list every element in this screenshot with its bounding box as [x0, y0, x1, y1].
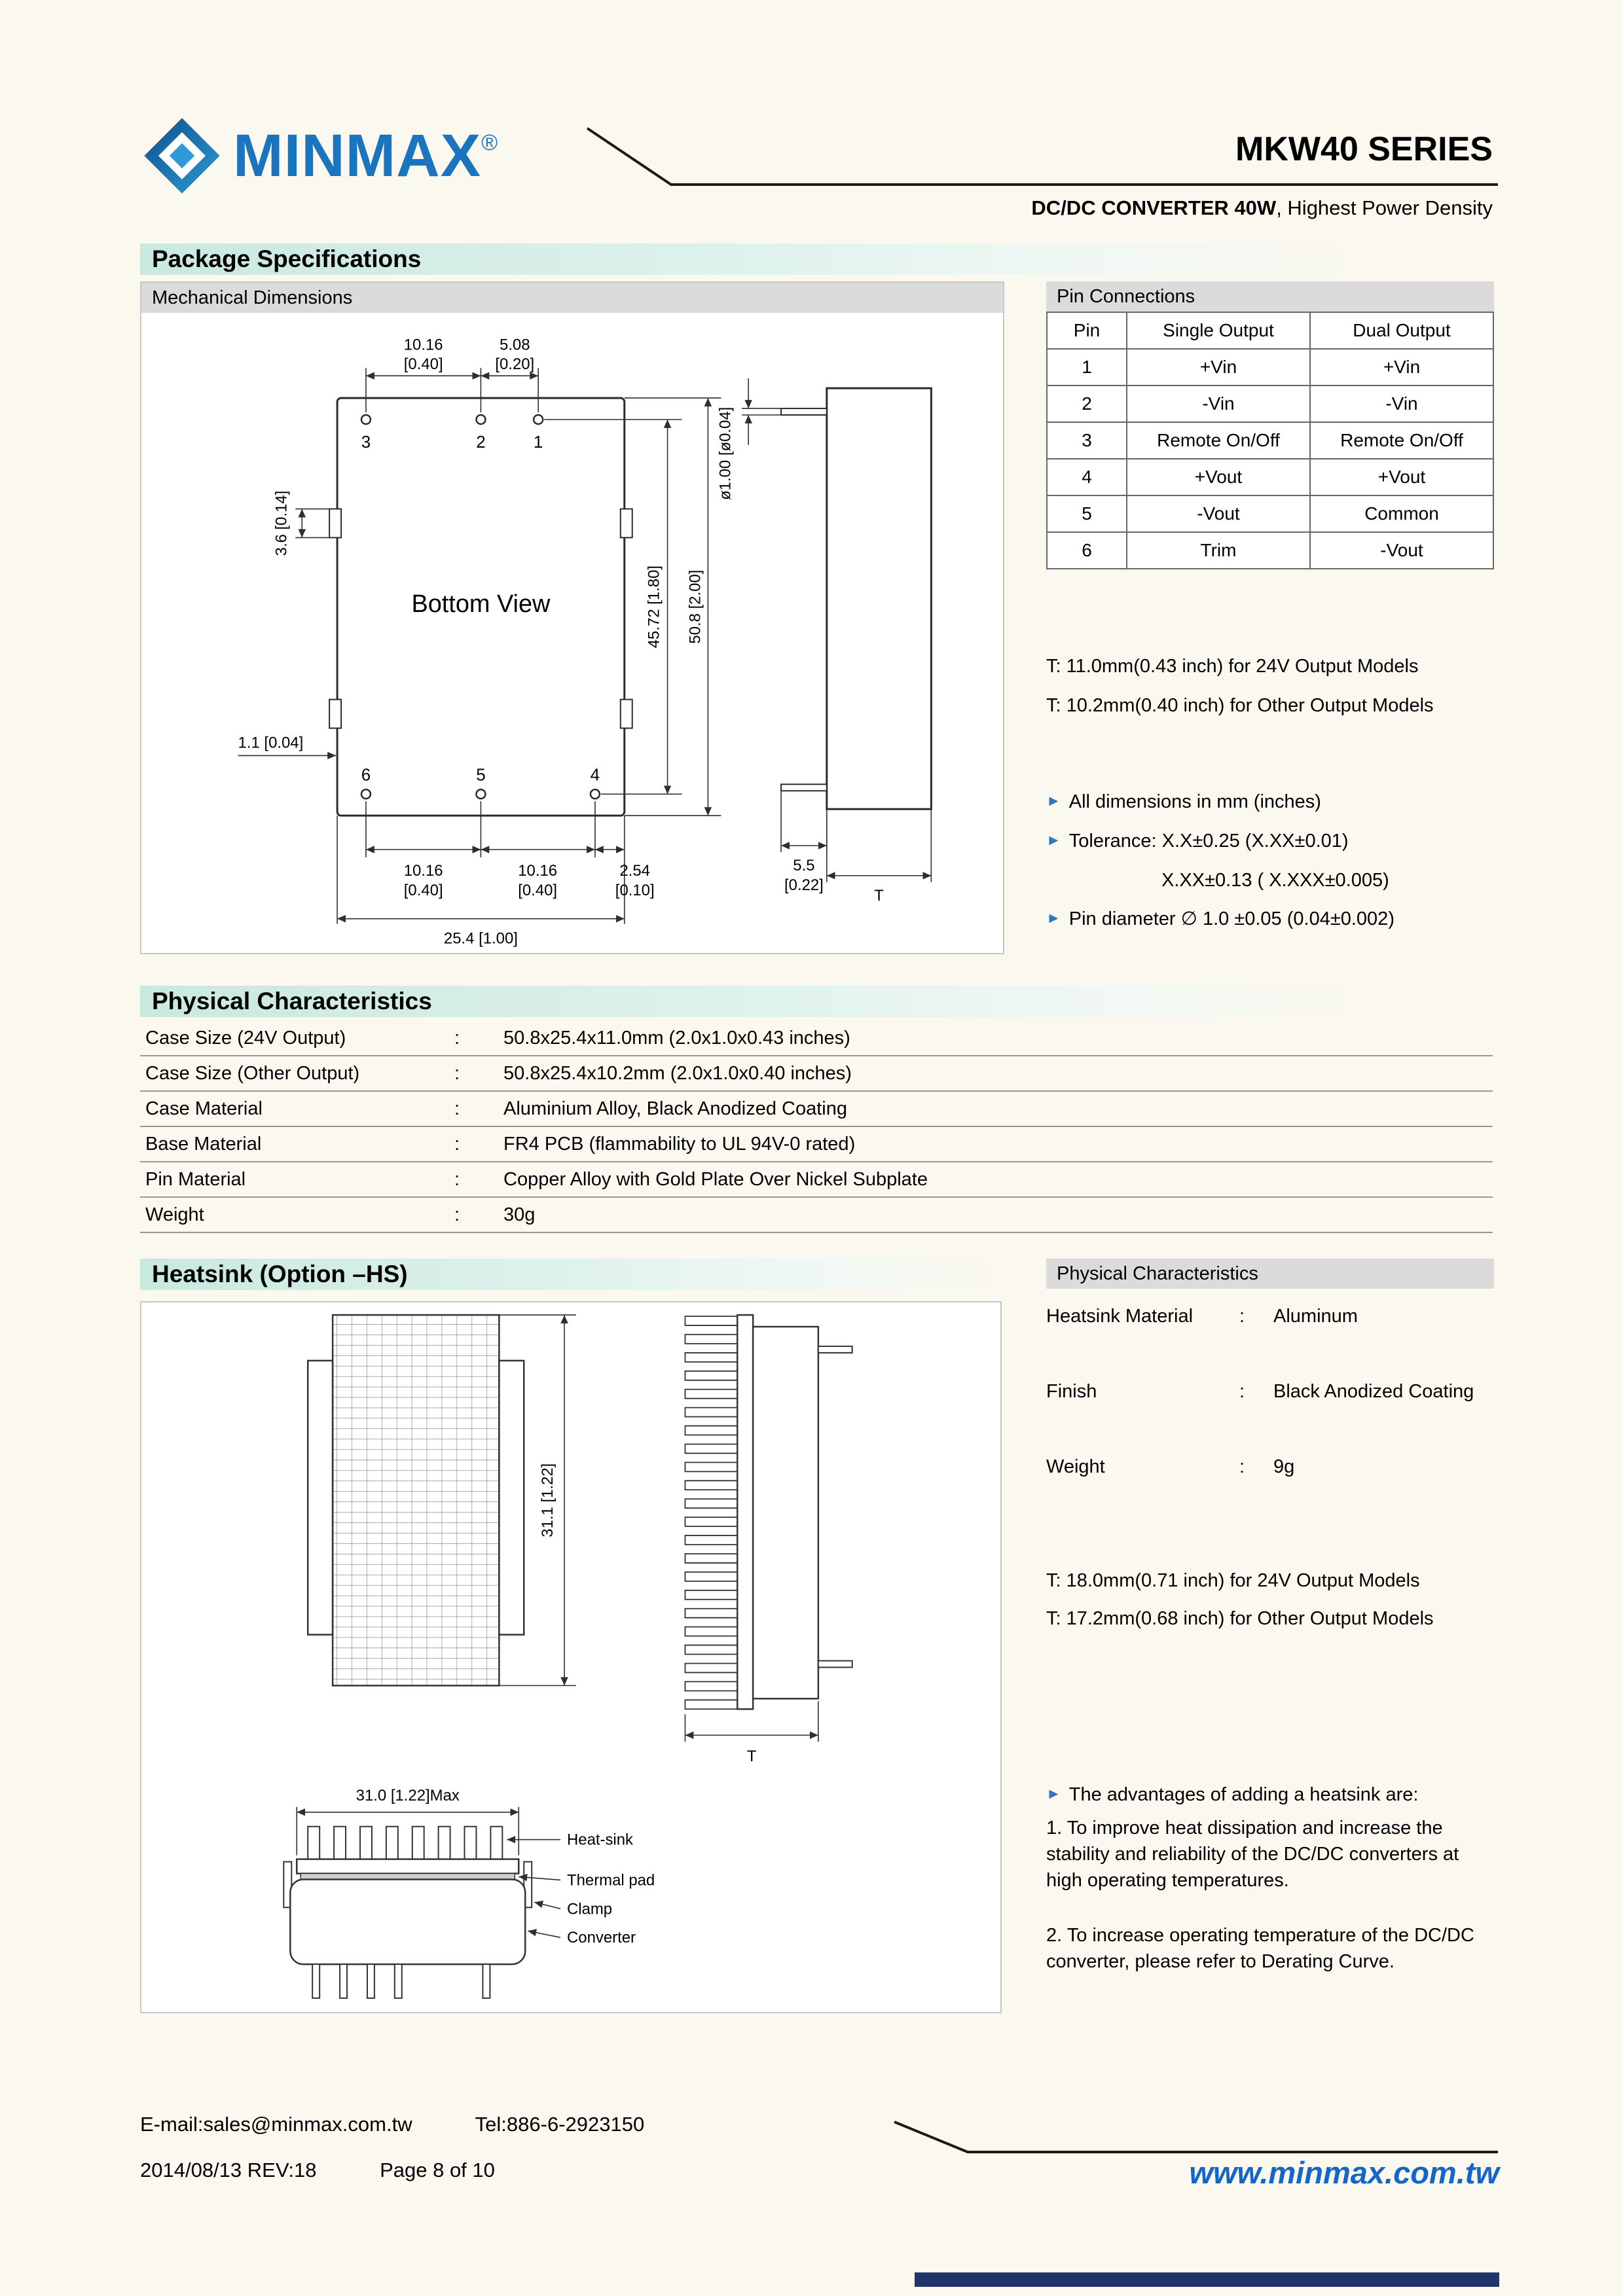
- cell-single: +Vin: [1127, 349, 1310, 386]
- dim-text: 2.54: [619, 861, 650, 880]
- table-row: [1047, 495, 1493, 532]
- dim-text: 10.16: [518, 861, 558, 880]
- bullet-arrow-icon: ►: [1046, 909, 1061, 926]
- heatsink-t-notes: [1046, 1562, 1494, 1638]
- dim-text: 1.1 [0.04]: [238, 734, 304, 752]
- row-value: Aluminium Alloy, Black Anodized Coating: [503, 1098, 847, 1119]
- row-colon: :: [454, 1027, 460, 1049]
- pin-connections-title: Pin Connections: [1057, 285, 1195, 307]
- section-title-physical-characteristics: [140, 986, 1358, 1017]
- cell-single: -Vin: [1127, 386, 1310, 422]
- dim-text: T: [874, 886, 884, 905]
- dimension-notes-list: [1046, 783, 1494, 939]
- t-note: T: 10.2mm(0.40 inch) for Other Output Models: [1046, 695, 1434, 716]
- dim-text: 50.8 [2.00]: [686, 569, 704, 644]
- table-row: [140, 1092, 1493, 1127]
- row-label: Case Size (Other Output): [145, 1062, 360, 1084]
- note-text: Tolerance: X.X±0.25 (X.XX±0.01): [1068, 831, 1349, 852]
- pin-connections-header: [1046, 281, 1494, 312]
- footer-email[interactable]: E-mail:sales@minmax.com.tw: [140, 2113, 412, 2136]
- footer-revision-line: [140, 2159, 553, 2182]
- note-text: Pin diameter ∅ 1.0 ±0.05 (0.04±0.002): [1068, 908, 1395, 929]
- assembly-dimension: [297, 1807, 519, 1856]
- label-thermal-pad: Thermal pad: [567, 1871, 655, 1890]
- side-view: [781, 388, 931, 809]
- row-value: Copper Alloy with Gold Plate Over Nickel Subplate: [503, 1168, 928, 1190]
- cell-pin: 4: [1047, 459, 1127, 495]
- mechanical-dimensions-box: [140, 281, 1004, 954]
- subtitle-bold: DC/DC CONVERTER 40W: [1031, 196, 1277, 219]
- footer-page-number: Page 8 of 10: [380, 2159, 495, 2181]
- cell-pin: 6: [1047, 532, 1127, 569]
- advantages-heading-text: The advantages of adding a heatsink are:: [1068, 1784, 1419, 1805]
- mechanical-dimensions-title: Mechanical Dimensions: [152, 287, 353, 308]
- note-line-continuation: X.XX±0.13 ( X.XXX±0.005): [1161, 870, 1389, 891]
- row-colon: :: [1239, 1306, 1245, 1327]
- heatsink-drawing-box: [140, 1301, 1002, 2013]
- cell-single: Remote On/Off: [1127, 422, 1310, 459]
- assembly-view: [283, 1827, 532, 1998]
- dim-text: 5.08: [500, 336, 530, 354]
- diamond-logo-icon: [140, 117, 224, 195]
- table-row: [140, 1056, 1493, 1092]
- table-row: [1047, 386, 1493, 422]
- dim-text: 10.16: [403, 861, 443, 880]
- cell-pin: 3: [1047, 422, 1127, 459]
- logo-text: MINMAX: [233, 122, 482, 189]
- bullet-arrow-icon: ►: [1046, 1785, 1061, 1802]
- dim-text: T: [746, 1748, 757, 1766]
- cell-single: Trim: [1127, 532, 1310, 569]
- note-line: [1046, 900, 1494, 939]
- pin-connections-column: [1046, 281, 1494, 939]
- cell-dual: Common: [1310, 495, 1493, 532]
- row-label: Weight: [1046, 1456, 1105, 1477]
- heatsink-physical-header: [1046, 1259, 1494, 1289]
- table-row: [1047, 422, 1493, 459]
- dim-text: ø1.00 [ø0.04]: [716, 406, 735, 500]
- column-header: Pin: [1047, 312, 1127, 349]
- section-title-package-specifications: [140, 243, 1358, 275]
- advantages-heading: [1046, 1784, 1494, 1806]
- section-title-text: Physical Characteristics: [152, 988, 432, 1014]
- heatsink-side-view: [685, 1315, 852, 1709]
- dim-text: [0.40]: [518, 881, 558, 899]
- dim-text: 31.1 [1.22]: [539, 1463, 557, 1537]
- footer-website-link[interactable]: www.minmax.com.tw: [1189, 2155, 1499, 2190]
- heatsink-drawing: [141, 1302, 1000, 2012]
- cell-pin: 1: [1047, 349, 1127, 386]
- table-row: [1047, 459, 1493, 495]
- page-title: MKW40 SERIES: [1235, 130, 1493, 168]
- dim-text: [0.40]: [403, 881, 443, 899]
- footer-tel: Tel:886-6-2923150: [475, 2113, 645, 2136]
- table-row: [1046, 1306, 1494, 1327]
- bottom-view-label: Bottom View: [411, 590, 551, 619]
- pin-number: 1: [533, 433, 543, 452]
- footer-rule: [888, 2121, 1499, 2159]
- row-colon: :: [454, 1062, 460, 1084]
- dim-text: 10.16: [403, 336, 443, 354]
- table-row: [140, 1162, 1493, 1198]
- footer-bottom-bar: [915, 2272, 1499, 2287]
- table-row: [140, 1127, 1493, 1162]
- cell-dual: +Vin: [1310, 349, 1493, 386]
- page-subtitle: [1031, 196, 1493, 220]
- row-colon: :: [454, 1133, 460, 1155]
- dim-text: [0.22]: [784, 876, 824, 894]
- row-label: Heatsink Material: [1046, 1306, 1194, 1327]
- table-row: [140, 1021, 1493, 1056]
- bullet-arrow-icon: ►: [1046, 792, 1061, 809]
- section-title-heatsink: [140, 1259, 1002, 1290]
- note-text: All dimensions in mm (inches): [1068, 791, 1321, 812]
- cell-dual: -Vout: [1310, 532, 1493, 569]
- cell-pin: 5: [1047, 495, 1127, 532]
- physical-characteristics-table: [140, 1021, 1493, 1233]
- row-value: 50.8x25.4x11.0mm (2.0x1.0x0.43 inches): [503, 1027, 850, 1049]
- label-clamp: Clamp: [567, 1900, 613, 1918]
- column-header: Single Output: [1127, 312, 1310, 349]
- dimension-lines-bottom: [337, 801, 625, 924]
- row-colon: :: [1239, 1381, 1245, 1402]
- row-colon: :: [454, 1204, 460, 1225]
- t-dimension-notes: [1046, 647, 1494, 725]
- t-note: T: 17.2mm(0.68 inch) for Other Output Models: [1046, 1608, 1434, 1629]
- row-colon: :: [454, 1098, 460, 1119]
- cell-dual: Remote On/Off: [1310, 422, 1493, 459]
- pin-number: 2: [476, 433, 486, 452]
- dim-text: [0.20]: [495, 355, 535, 374]
- row-value: Black Anodized Coating: [1273, 1381, 1474, 1402]
- row-value: 30g: [503, 1204, 536, 1225]
- row-label: Case Size (24V Output): [145, 1027, 346, 1049]
- note-line: [1046, 783, 1494, 822]
- subtitle-rest: , Highest Power Density: [1276, 196, 1493, 219]
- cell-single: -Vout: [1127, 495, 1310, 532]
- row-colon: :: [454, 1168, 460, 1190]
- advantages-paragraph-1: 1. To improve heat dissipation and increase the stability and reliability of the DC/DC converters at high operating temperatures.: [1046, 1818, 1459, 1891]
- dim-text: 45.72 [1.80]: [645, 565, 663, 649]
- dim-text: 31.0 [1.22]Max: [356, 1786, 460, 1804]
- minmax-logo: [140, 117, 498, 195]
- note-line: [1046, 822, 1494, 861]
- row-label: Weight: [145, 1204, 204, 1225]
- row-value: Aluminum: [1273, 1306, 1358, 1327]
- table-row: [140, 1198, 1493, 1233]
- registered-mark: ®: [481, 130, 499, 155]
- heatsink-top-view: [308, 1315, 524, 1685]
- dim-text: 5.5: [793, 856, 815, 874]
- column-header: Dual Output: [1310, 312, 1493, 349]
- row-value: 9g: [1273, 1456, 1295, 1477]
- t-note: T: 18.0mm(0.71 inch) for 24V Output Models: [1046, 1570, 1420, 1591]
- footer-revision: 2014/08/13 REV:18: [140, 2159, 317, 2181]
- row-label: Case Material: [145, 1098, 263, 1119]
- section-title-text: Package Specifications: [152, 245, 422, 272]
- logo-wordmark: [233, 122, 499, 189]
- mechanical-dimensions-header: [141, 283, 1003, 313]
- dim-text: 3.6 [0.14]: [272, 490, 291, 556]
- pin-number: 5: [476, 766, 486, 785]
- dim-text: 25.4 [1.00]: [443, 929, 518, 948]
- dim-text: [0.40]: [403, 355, 443, 374]
- cell-dual: +Vout: [1310, 459, 1493, 495]
- row-label: Pin Material: [145, 1168, 246, 1190]
- t-note: T: 11.0mm(0.43 inch) for 24V Output Models: [1046, 656, 1419, 677]
- mechanical-drawing: [141, 313, 1003, 953]
- row-label: Finish: [1046, 1381, 1097, 1402]
- table-row: [1047, 532, 1493, 569]
- table-row: [1047, 349, 1493, 386]
- heatsink-physical-title: Physical Characteristics: [1057, 1263, 1258, 1284]
- table-row: [1046, 1456, 1494, 1478]
- dim-text: [0.10]: [615, 881, 655, 899]
- row-colon: :: [1239, 1456, 1245, 1477]
- pin-connections-table: [1046, 312, 1494, 569]
- cell-pin: 2: [1047, 386, 1127, 422]
- pin-number: 3: [361, 433, 371, 452]
- pin-number: 6: [361, 766, 371, 785]
- table-row: [1046, 1381, 1494, 1403]
- row-value: 50.8x25.4x10.2mm (2.0x1.0x0.40 inches): [503, 1062, 852, 1084]
- heatsink-characteristics-column: [1046, 1259, 1494, 1975]
- row-value: FR4 PCB (flammability to UL 94V-0 rated): [503, 1133, 856, 1155]
- footer-contact-line: [140, 2113, 702, 2136]
- section-title-text: Heatsink (Option –HS): [152, 1261, 408, 1287]
- bullet-arrow-icon: ►: [1046, 831, 1061, 848]
- cell-single: +Vout: [1127, 459, 1310, 495]
- label-converter: Converter: [567, 1929, 636, 1947]
- pin-number: 4: [590, 766, 600, 785]
- label-heatsink: Heat-sink: [567, 1831, 634, 1849]
- cell-dual: -Vin: [1310, 386, 1493, 422]
- advantages-paragraph-2: 2. To increase operating temperature of the DC/DC converter, please refer to Derating Curve.: [1046, 1925, 1474, 1972]
- row-label: Base Material: [145, 1133, 262, 1155]
- table-header-row: [1047, 312, 1493, 349]
